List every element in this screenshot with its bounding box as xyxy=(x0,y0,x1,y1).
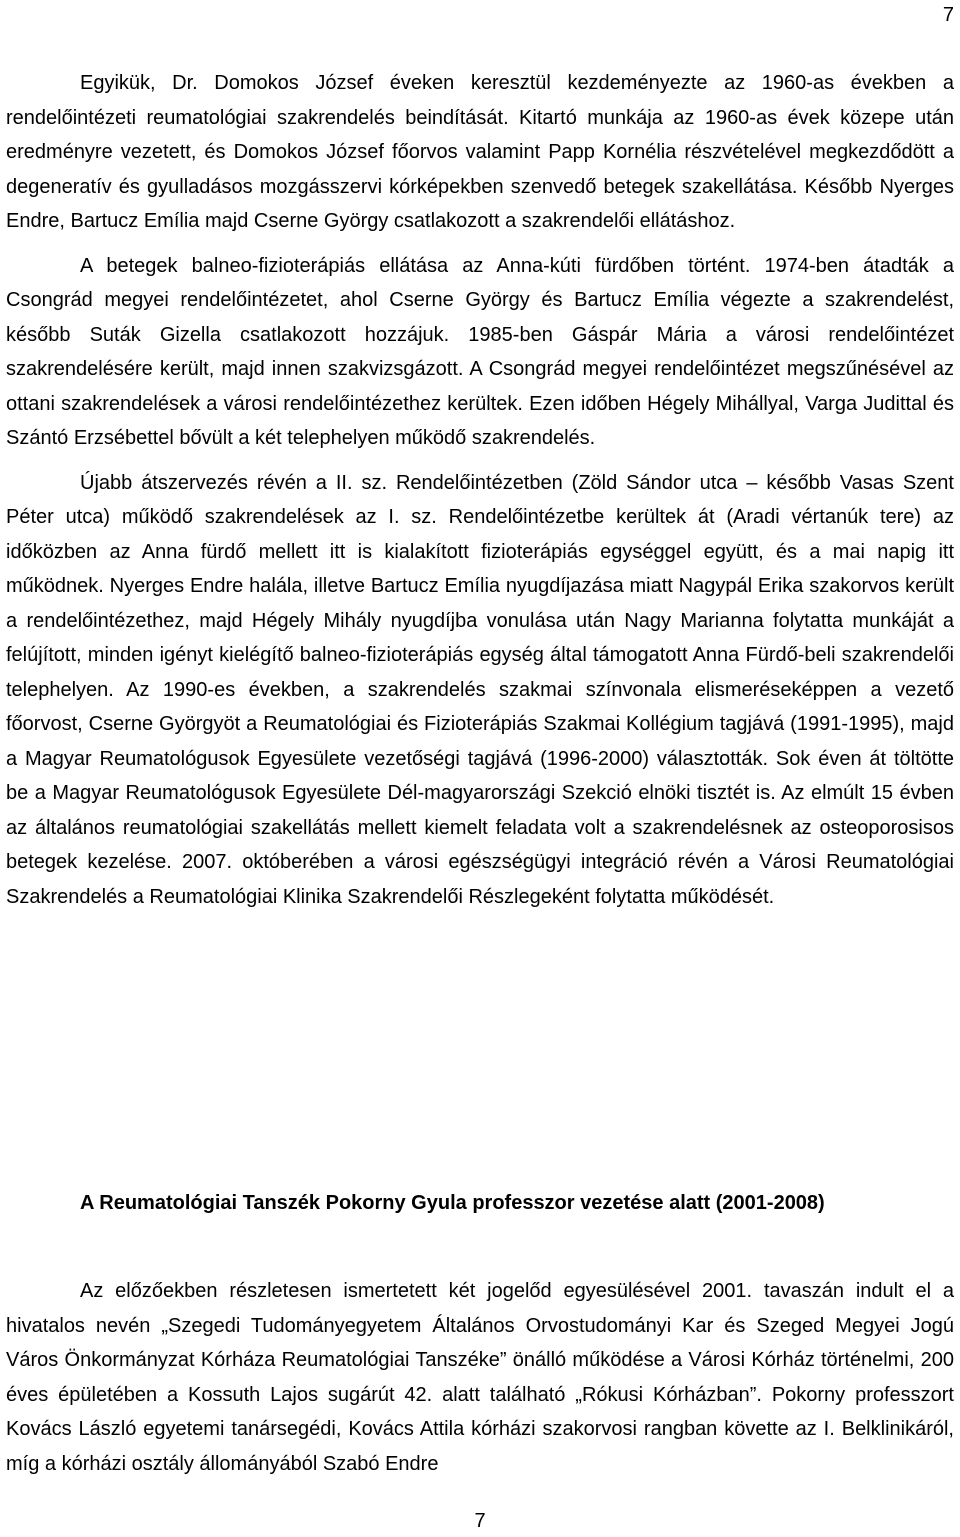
paragraph-1: Egyikük, Dr. Domokos József éveken keresztül kezdeményezte az 1960-as években a rendelőintézeti reumatológiai szakrendelés beindítását. Kitartó munkája az 1960-as évek közepe után eredményre vezetett, és Domokos József főorvos valamint Papp Kornélia részvételével megkezdődött a degeneratív és gyulladásos mozgásszervi kórképekben szenvedő betegek szakellátása. Később Nyerges Endre, Bartucz Emília majd Cserne György csatlakozott a szakrendelői ellátáshoz. xyxy=(6,72,954,232)
paragraph-3: Újabb átszervezés révén a II. sz. Rendelőintézetben (Zöld Sándor utca – később Vasas Szent Péter utca) működő szakrendelések az I. sz. Rendelőintézetbe kerültek át (Aradi vértanúk tere) az időközben az Anna fürdő mellett itt is kialakított fizioterápiás egységgel együtt, és a mai napig itt működnek. Nyerges Endre halála, illetve Bartucz Emília nyugdíjazása miatt Nagypál Erika szakorvos került a rendelőintézethez, majd Hégely Mihály nyugdíjba vonulása után Nagy Marianna folytatta munkáját a felújított, minden igényt kielégítő balneo-fizioterápiás egység által támogatott Anna Fürdő-beli szakrendelői telephelyen. Az 1990-es években, a szakrendelés szakmai színvonala elismeréseképpen a vezető főorvost, Cserne Györgyöt a Reumatológiai és Fizioterápiás Szakmai Kollégium tagjává (1991-1995), majd a Magyar Reumatológusok Egyesülete vezetőségi tagjává (1996-2000) választották. Sok éven át töltötte be a Magyar Reumatológusok Egyesülete Dél-magyarországi Szekció elnöki tisztét is. Az elmúlt 15 évben az általános reumatológiai szakellátás mellett kiemelt feladata volt a szakrendelésnek az osteoporosisos betegek kezelése. 2007. októberében a városi egészségügyi integráció révén a Városi Reumatológiai Szakrendelés a Reumatológiai Klinika Szakrendelői Részlegeként folytatta működését. xyxy=(6,471,954,908)
section-2-heading-block xyxy=(6,1186,954,1221)
page-number-top: 7 xyxy=(942,4,954,26)
section-heading: A Reumatológiai Tanszék Pokorny Gyula professzor vezetése alatt (2001-2008) xyxy=(80,1192,825,1214)
paragraph-2: A betegek balneo-fizioterápiás ellátása az Anna-kúti fürdőben történt. 1974-ben átadták a Csongrád megyei rendelőintézetet, ahol Cserne György és Bartucz Emília végezte a szakrendelést, később Suták Gizella csatlakozott hozzájuk. 1985-ben Gáspár Mária a városi rendelőintézet szakrendelésére került, majd innen szakvizsgázott. A Csongrád megyei rendelőintézet megszűnésével az ottani szakrendelések a városi rendelőintézethez kerültek. Ezen időben Hégely Mihállyal, Varga Judittal és Szántó Erzsébettel bővült a két telephelyen működő szakrendelés. xyxy=(6,254,954,449)
section-1 xyxy=(6,66,954,914)
section-2 xyxy=(6,1274,954,1481)
paragraph-4: Az előzőekben részletesen ismertetett két jogelőd egyesülésével 2001. tavaszán indult el a hivatalos nevén „Szegedi Tudományegyetem Általános Orvostudományi Kar és Szeged Megyei Jogú Város Önkormányzat Kórháza Reumatológiai Tanszéke” önálló működése a Városi Kórház történelmi, 200 éves épületében a Kossuth Lajos sugárút 42. alatt található „Rókusi Kórházban”. Pokorny professzort Kovács László egyetemi tanársegédi, Kovács Attila kórházi szakorvosi rangban követte az I. Belklinikáról, míg a kórházi osztály állományából Szabó Endre xyxy=(6,1280,954,1475)
page-number-bottom: 7 xyxy=(474,1510,486,1532)
